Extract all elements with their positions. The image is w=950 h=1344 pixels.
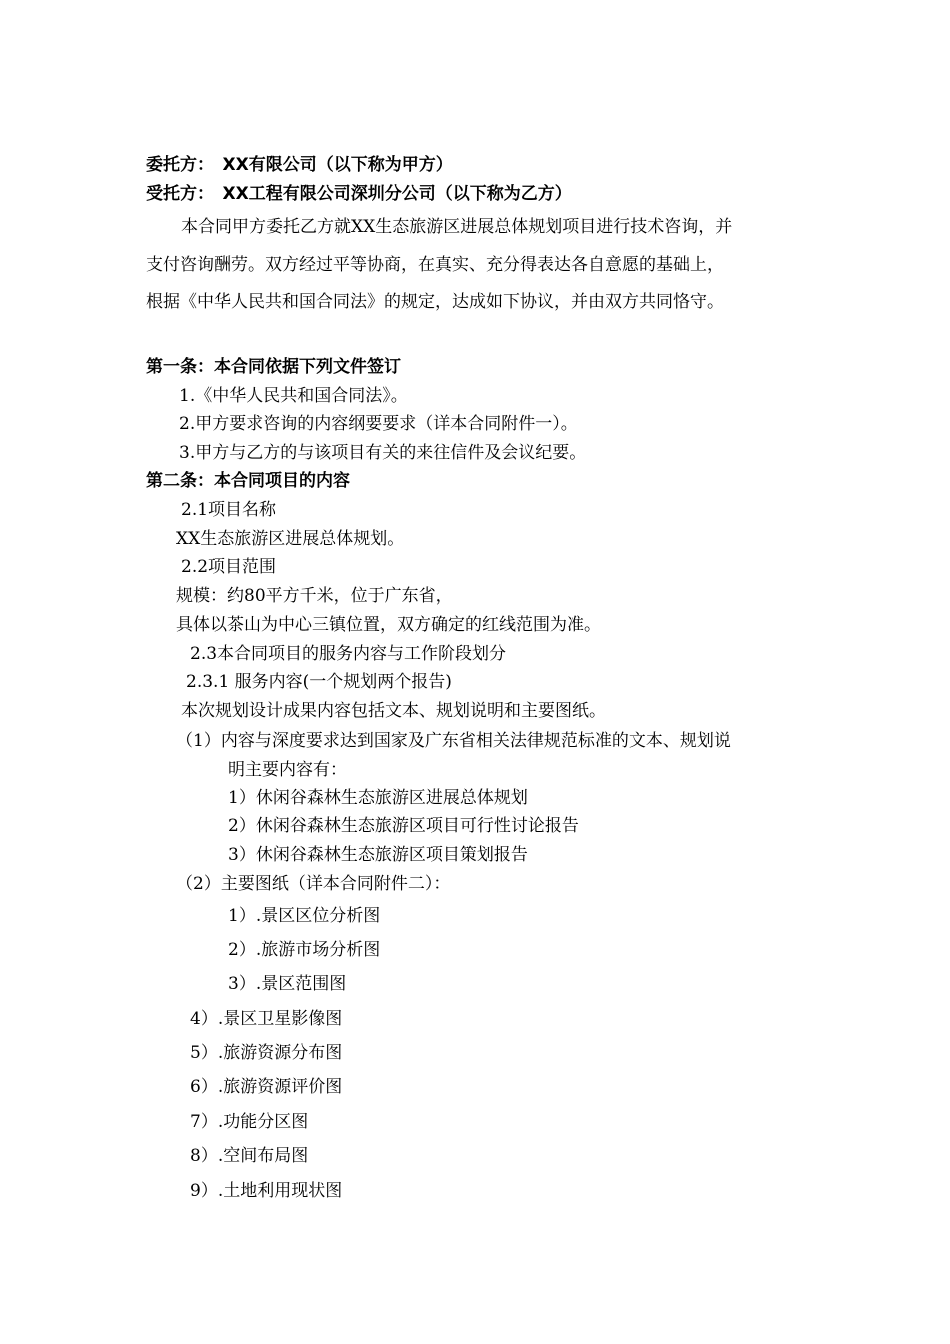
intro-line-1: 本合同甲方委托乙方就XX生态旅游区进展总体规划项目进行技术咨询，并 [181, 217, 733, 237]
intro-line-2: 支付咨询酬劳。双方经过平等协商，在真实、充分得表达各自意愿的基础上， [146, 255, 724, 275]
section-2-2-label: 2.2项目范围 [181, 557, 277, 577]
drawing-item-8: 8）.空间布局图 [190, 1146, 309, 1166]
drawing-item-5: 5）.旅游资源分布图 [190, 1043, 343, 1063]
drawing-item-3: 3）.景区范围图 [228, 974, 347, 994]
section-2-1-label: 2.1项目名称 [181, 500, 277, 520]
item-2-line: （2）主要图纸（详本合同附件二）： [176, 874, 451, 894]
article-1-title: 第一条：本合同依据下列文件签订 [146, 357, 401, 377]
section-2-3-1-text: 本次规划设计成果内容包括文本、规划说明和主要图纸。 [181, 701, 606, 721]
drawing-item-9: 9）.土地利用现状图 [190, 1181, 343, 1201]
section-2-1-text: XX生态旅游区进展总体规划。 [176, 529, 405, 549]
report-item-2: 2）休闲谷森林生态旅游区项目可行性讨论报告 [228, 816, 579, 836]
section-2-3-label: 2.3本合同项目的服务内容与工作阶段划分 [190, 644, 507, 664]
article-1-item-3: 3.甲方与乙方的与该项目有关的来往信件及会议纪要。 [179, 443, 587, 463]
report-item-1: 1）休闲谷森林生态旅游区进展总体规划 [228, 788, 528, 808]
section-2-2-scale: 规模：约80平方千米，位于广东省， [176, 586, 453, 606]
article-1-item-1: 1.《中华人民共和国合同法》。 [179, 386, 408, 406]
section-2-2-detail: 具体以茶山为中心三镇位置，双方确定的红线范围为准。 [176, 615, 601, 635]
intro-line-3: 根据《中华人民共和国合同法》的规定，达成如下协议，并由双方共同恪守。 [146, 292, 724, 312]
report-item-3: 3）休闲谷森林生态旅游区项目策划报告 [228, 845, 528, 865]
drawing-item-6: 6）.旅游资源评价图 [190, 1077, 343, 1097]
article-2-title: 第二条：本合同项目的内容 [146, 471, 350, 491]
drawing-item-4: 4）.景区卫星影像图 [190, 1009, 343, 1029]
item-1-line-1: （1）内容与深度要求达到国家及广东省相关法律规范标准的文本、规划说 [176, 731, 731, 751]
item-1-line-2: 明主要内容有： [228, 760, 347, 780]
article-1-item-2: 2.甲方要求咨询的内容纲要要求（详本合同附件一）。 [179, 414, 578, 434]
drawing-item-2: 2）.旅游市场分析图 [228, 940, 381, 960]
drawing-item-1: 1）.景区区位分析图 [228, 906, 381, 926]
drawing-item-7: 7）.功能分区图 [190, 1112, 309, 1132]
contractor-line: 受托方： XX工程有限公司深圳分公司（以下称为乙方） [146, 184, 572, 204]
section-2-3-1-label: 2.3.1 服务内容(一个规划两个报告) [186, 672, 452, 692]
client-line: 委托方： XX有限公司（以下称为甲方） [146, 155, 453, 175]
